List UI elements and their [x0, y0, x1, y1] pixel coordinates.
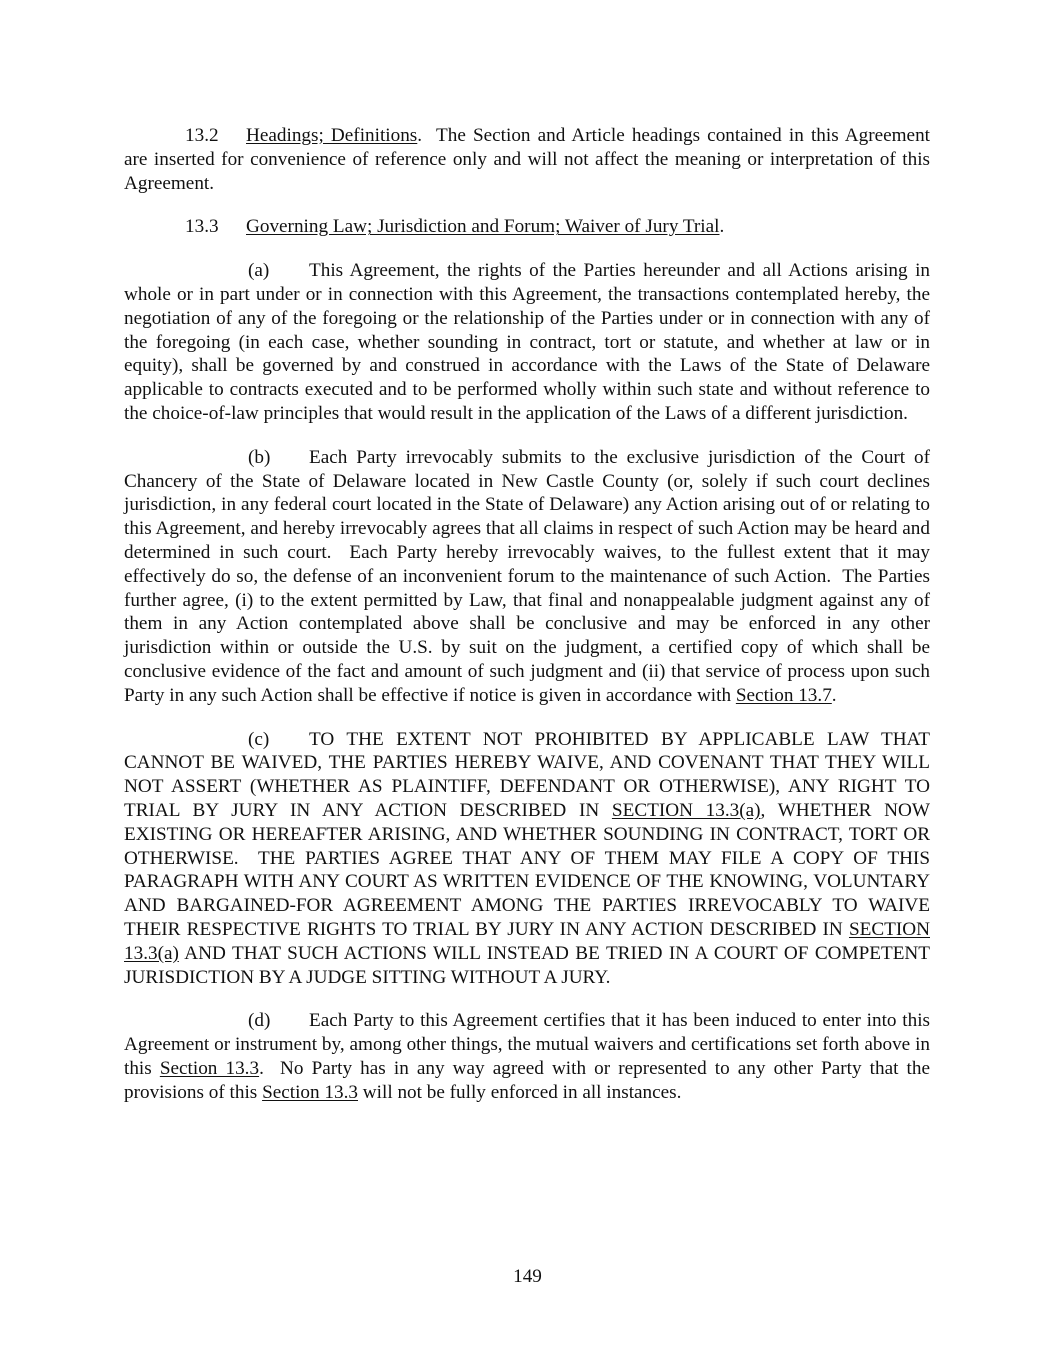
section-13-3-link[interactable]: Section 13.3: [262, 1081, 358, 1103]
heading-punct: .: [417, 125, 423, 146]
clause-text: will not be fully enforced in all instances.: [358, 1081, 682, 1103]
section-13-3a-link[interactable]: SECTION 13.3(a): [124, 918, 930, 964]
section-heading: Headings; Definitions: [246, 125, 418, 146]
clause-label: (c): [248, 728, 270, 750]
document-page: [124, 124, 935, 1124]
heading-punct: .: [719, 216, 725, 238]
clause-a: [124, 259, 930, 426]
section-13-7-link[interactable]: Section 13.7: [735, 684, 832, 706]
section-number: 13.2: [185, 125, 219, 146]
section-13-3a-link[interactable]: SECTION 13.3(a): [611, 799, 761, 821]
clause-text: This Agreement, the rights of the Parties hereunder and all Actions arising in whole or in part under or in connection with this Agreement, the transactions contemplated hereby, the negotiation of any of the foregoing or the relationship of the Parties under or in connection with any of the foregoing (in each case, whether sounding in contract, tort or statute, and whether at law or in equity), shall be governed by and construed in accordance with the Laws of the State of Delaware applicable to contracts executed and to be performed wholly within such state and without reference to the choice-of-law principles that would result in the application of the Laws of a different jurisdiction.: [124, 260, 930, 424]
clause-text: . No Party has in any way agreed with or represented to any other Party that the provisions of this: [124, 1057, 935, 1103]
clause-b: [124, 446, 935, 708]
clause-end: .: [831, 684, 837, 706]
clause-d: [124, 1009, 935, 1104]
page-number: 149: [513, 1266, 542, 1287]
clause-text: AND THAT SUCH ACTIONS WILL INSTEAD BE TRIED IN A COURT OF COMPETENT JURISDICTION BY A JUDGE SITTING WITHOUT A JURY.: [124, 942, 930, 988]
section-heading: Governing Law; Jurisdiction and Forum; Waiver of Jury Trial: [246, 216, 720, 238]
section-13-2: [124, 124, 935, 195]
clause-c: [124, 728, 935, 990]
section-number: 13.3: [185, 216, 219, 238]
section-13-3-link[interactable]: Section 13.3: [159, 1057, 260, 1079]
clause-label: (b): [248, 446, 271, 468]
clause-label: (a): [248, 260, 270, 282]
clause-text: TO THE EXTENT NOT PROHIBITED BY APPLICABLE LAW THAT CANNOT BE WAIVED, THE PARTIES HEREBY WAIVE, AND COVENANT THAT THEY WILL NOT ASSERT (WHETHER AS PLAINTIFF, DEFENDANT OR OTHERWISE), ANY RIGHT TO TRIAL BY JURY IN ANY ACTION DESCRIBED IN: [124, 728, 930, 821]
clause-text: Each Party irrevocably submits to the exclusive jurisdiction of the Court of Chancery of the State of Delaware located in New Castle County (or, solely if such court declines jurisdiction, in any federal court located in the State of Delaware) any Action arising out of or relating to this Agreement, and hereby irrevocably agrees that all claims in respect of such Action may be heard and determined in such court. Each Party hereby irrevocably waives, to the fullest extent that it may effectively do so, the defense of an inconvenient forum to the maintenance of such Action. The Parties further agree, (i) to the extent permitted by Law, that final and nonappealable judgment against any of them in any Action contemplated above shall be conclusive and may be enforced in any other jurisdiction within or outside the U.S. by suit on the judgment, a certified copy of which shall be conclusive evidence of the fact and amount of such judgment and (ii) that service of process upon such Party in any such Action shall be effective if notice is given in accordance with: [124, 446, 935, 706]
section-text: The Section and Article headings contained in this Agreement are inserted for convenience of reference only and will not affect the meaning or interpretation of this Agreement.: [124, 125, 935, 194]
clause-text: Each Party to this Agreement certifies that it has been induced to enter into this Agreement or instrument by, among other things, the mutual waivers and certifications set forth above in this: [124, 1010, 930, 1079]
clause-label: (d): [248, 1010, 271, 1032]
section-13-3-heading: [124, 215, 930, 239]
clause-text: , WHETHER NOW EXISTING OR HEREAFTER ARISING, AND WHETHER SOUNDING IN CONTRACT, TORT OR OTHERWISE. THE PARTIES AGREE THAT ANY OF THEM MAY FILE A COPY OF THIS PARAGRAPH WITH ANY COURT AS WRITTEN EVIDENCE OF THE KNOWING, VOLUNTARY AND BARGAINED-FOR AGREEMENT AMONG THE PARTIES IRREVOCABLY TO WAIVE THEIR RESPECTIVE RIGHTS TO TRIAL BY JURY IN ANY ACTION DESCRIBED IN: [124, 799, 935, 940]
